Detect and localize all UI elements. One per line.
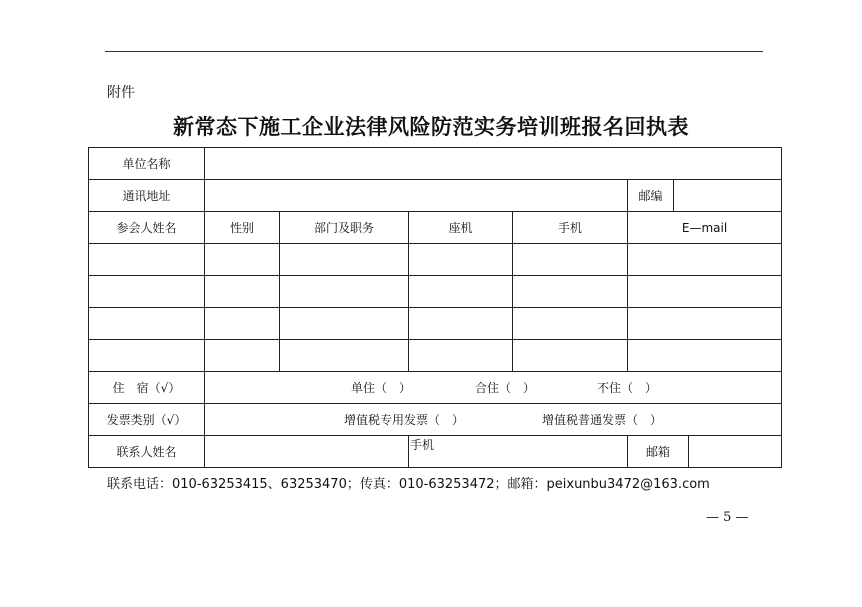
attendee-name-cell[interactable] — [89, 308, 205, 340]
contact-email-field[interactable] — [688, 436, 781, 467]
attendee-name-cell[interactable] — [89, 276, 205, 308]
contact-info: 联系电话：010-63253415、63253470；传真：010-63253472；邮箱：peixunbu3472@163.com — [107, 477, 710, 492]
attendee-department-cell[interactable] — [280, 308, 409, 340]
lodging-option-single[interactable]: 单住（ ） — [351, 381, 412, 395]
lodging-row — [89, 372, 782, 404]
attendee-gender-cell[interactable] — [205, 276, 280, 308]
col-header-gender: 性别 — [205, 212, 280, 244]
contact-name-label: 联系人姓名 — [89, 436, 205, 468]
attendee-email-cell[interactable] — [628, 308, 782, 340]
contact-name-field[interactable]: 手机 — [205, 436, 409, 468]
attendee-row — [89, 308, 782, 340]
contact-phone-field[interactable] — [409, 436, 628, 468]
invoice-option-special[interactable]: 增值税专用发票（ ） — [344, 413, 465, 427]
invoice-option-regular[interactable]: 增值税普通发票（ ） — [542, 413, 663, 427]
attendee-email-cell[interactable] — [628, 244, 782, 276]
attendee-gender-cell[interactable] — [205, 244, 280, 276]
attendee-department-cell[interactable] — [280, 244, 409, 276]
col-header-email: E—mail — [628, 212, 782, 244]
attendee-landline-cell[interactable] — [409, 340, 513, 372]
attendee-department-cell[interactable] — [280, 340, 409, 372]
attendee-email-cell[interactable] — [628, 340, 782, 372]
invoice-label: 发票类别（√） — [89, 404, 205, 436]
col-header-landline: 座机 — [409, 212, 513, 244]
page-title: 新常态下施工企业法律风险防范实务培训班报名回执表 — [173, 115, 689, 139]
postcode-field[interactable] — [674, 180, 782, 212]
unit-name-label: 单位名称 — [89, 148, 205, 180]
invoice-row — [89, 404, 782, 436]
attendee-gender-cell[interactable] — [205, 308, 280, 340]
attendee-mobile-cell[interactable] — [513, 244, 628, 276]
attendee-row — [89, 276, 782, 308]
lodging-option-shared[interactable]: 合住（ ） — [475, 381, 536, 395]
col-header-mobile: 手机 — [513, 212, 628, 244]
unit-name-row — [89, 148, 782, 180]
attendee-landline-cell[interactable] — [409, 244, 513, 276]
attendee-mobile-cell[interactable] — [513, 308, 628, 340]
address-label: 通讯地址 — [89, 180, 205, 212]
attendee-landline-cell[interactable] — [409, 308, 513, 340]
attendee-landline-cell[interactable] — [409, 276, 513, 308]
attendee-row — [89, 340, 782, 372]
address-row — [89, 180, 782, 212]
col-header-name: 参会人姓名 — [89, 212, 205, 244]
invoice-options — [205, 404, 782, 436]
address-field[interactable] — [205, 180, 628, 212]
lodging-options — [205, 372, 782, 404]
attendee-department-cell[interactable] — [280, 276, 409, 308]
registration-form-table — [88, 147, 782, 468]
attendee-header-row — [89, 212, 782, 244]
attendee-name-cell[interactable] — [89, 244, 205, 276]
col-header-department: 部门及职务 — [280, 212, 409, 244]
attendee-name-cell[interactable] — [89, 340, 205, 372]
contact-person-row — [89, 436, 782, 468]
attendee-email-cell[interactable] — [628, 276, 782, 308]
attendee-gender-cell[interactable] — [205, 340, 280, 372]
contact-email-group — [628, 436, 782, 468]
lodging-option-none[interactable]: 不住（ ） — [597, 381, 658, 395]
attendee-mobile-cell[interactable] — [513, 276, 628, 308]
attendee-row — [89, 244, 782, 276]
header-rule — [105, 51, 763, 52]
postcode-label: 邮编 — [628, 180, 674, 212]
contact-email-label: 邮箱 — [645, 445, 670, 459]
lodging-label: 住 宿（√） — [89, 372, 205, 404]
unit-name-field[interactable] — [205, 148, 782, 180]
attendee-mobile-cell[interactable] — [513, 340, 628, 372]
page-number: — 5 — — [706, 510, 749, 525]
attachment-label: 附件 — [107, 85, 135, 101]
